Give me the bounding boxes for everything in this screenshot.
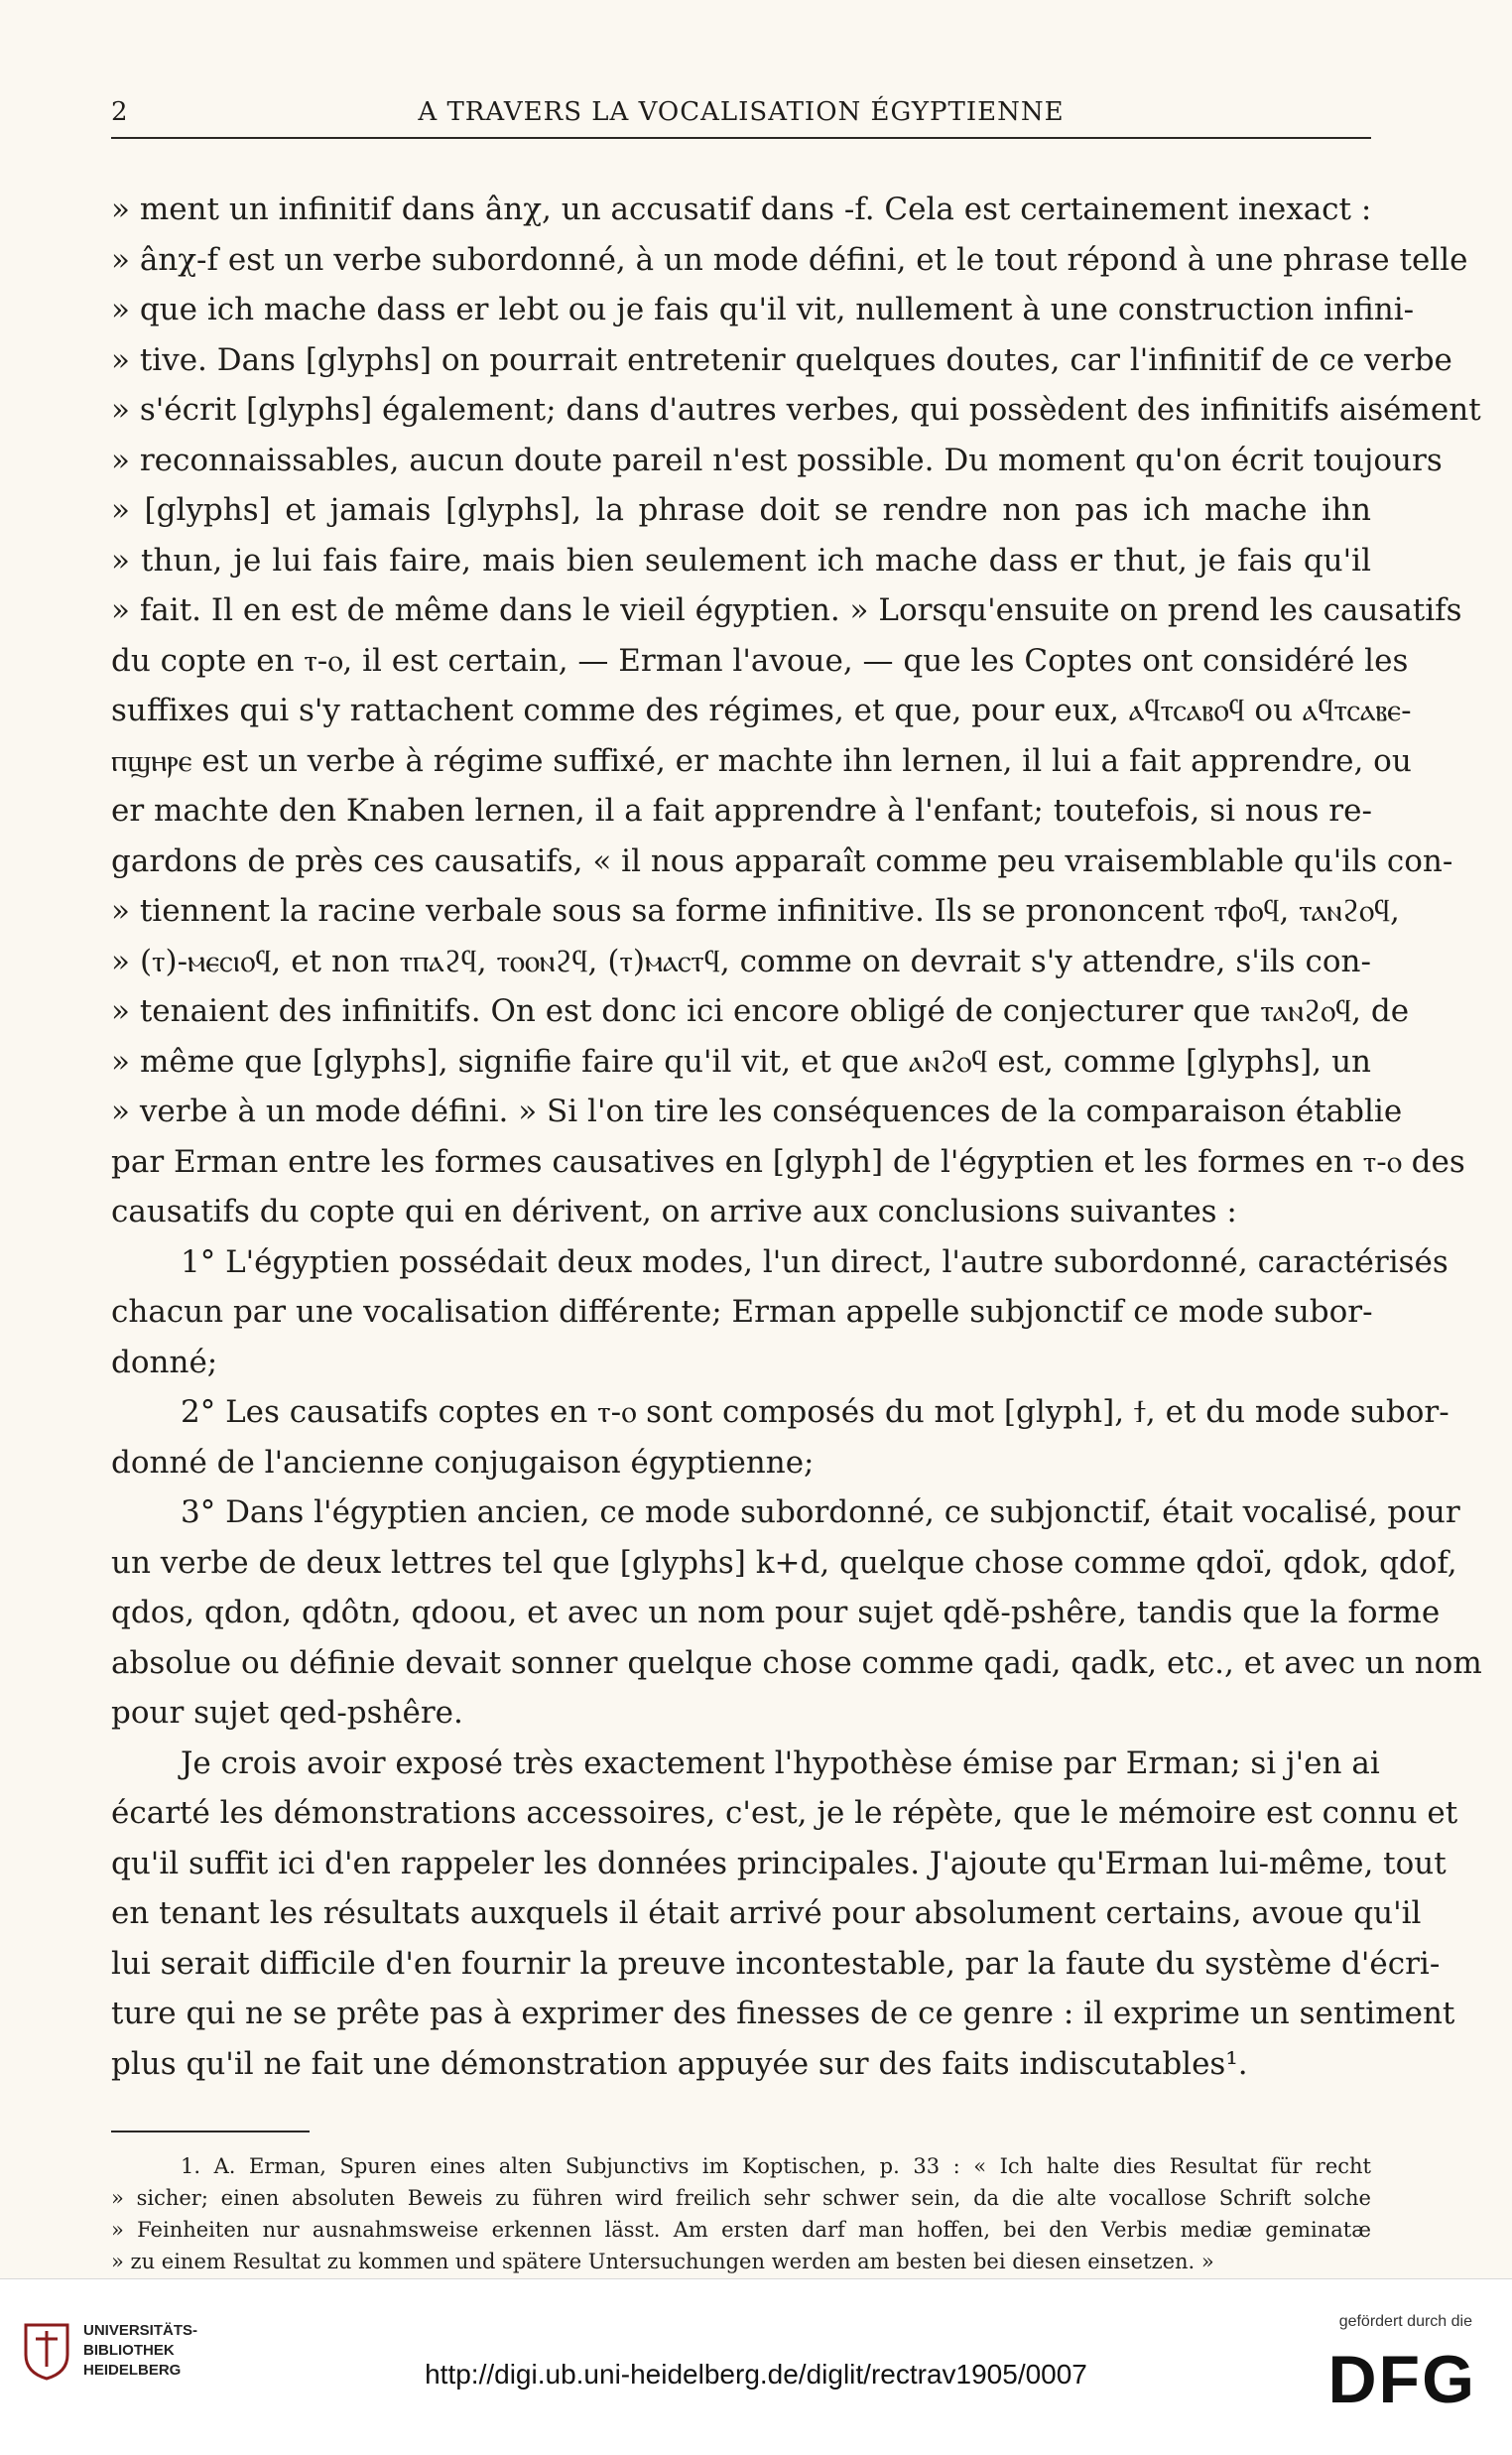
text-line: par Erman entre les formes causatives en [glyph] de l'égyptien et les formes en ⲧ-ⲟ des <box>111 1143 1465 1180</box>
text-line: lui serait difficile d'en fournir la preuve incontestable, par la faute du système d'écri- <box>111 1945 1441 1982</box>
institution-line: HEIDELBERG <box>83 2362 182 2379</box>
footnotes <box>111 2150 1371 2277</box>
text-line: absolue ou définie devait sonner quelque chose comme qadi, qadk, etc., et avec un nom <box>111 1644 1482 1681</box>
text-line: gardons de près ces causatifs, « il nous apparaît comme peu vraisemblable qu'ils con- <box>111 842 1453 879</box>
text-line: un verbe de deux lettres tel que [glyphs] k+d, quelque chose comme qdoï, qdok, qdof, <box>111 1544 1457 1581</box>
text-line: 2° Les causatifs coptes en ⲧ-ⲟ sont composés du mot [glyph], ϯ, et du mode subor- <box>181 1394 1449 1430</box>
page-header <box>111 89 1371 139</box>
running-head: A TRAVERS LA VOCALISATION ÉGYPTIENNE <box>418 97 1065 127</box>
text-line: » tenaient des infinitifs. On est donc ici encore obligé de conjecturer que ⲧⲁⲛϩⲟϥ, de <box>111 993 1410 1029</box>
dfg-logo: DFG <box>1327 2342 1476 2417</box>
text-line: » (ⲧ)-ⲙⲉⲥⲓⲟϥ, et non ⲧⲡⲁϩϥ, ⲧⲟⲟⲛϩϥ, (ⲧ)ⲙⲁⲥⲧϥ, comme on devrait s'y attendre, s'ils con- <box>111 943 1371 979</box>
permalink[interactable]: http://digi.ub.uni-heidelberg.de/diglit/rectrav1905/0007 <box>425 2359 1087 2390</box>
footnote-line: 1. A. Erman, Spuren eines alten Subjunctivs im Koptischen, p. 33 : « Ich halte dies Resultat für recht <box>181 2154 1371 2178</box>
text-line: » thun, je lui fais faire, mais bien seulement ich mache dass er thut, je fais qu'il <box>111 542 1371 579</box>
institution-line: BIBLIOTHEK <box>83 2342 175 2359</box>
text-line: en tenant les résultats auxquels il était arrivé pour absolument certains, avoue qu'il <box>111 1895 1422 1931</box>
text-line: écarté les démonstrations accessoires, c'est, je le répète, que le mémoire est connu et <box>111 1795 1458 1831</box>
text-line: » fait. Il en est de même dans le vieil égyptien. » Lorsqu'ensuite on prend les causatifs <box>111 592 1462 628</box>
text-line: qu'il suffit ici d'en rappeler les données principales. J'ajoute qu'Erman lui-même, tout <box>111 1845 1447 1881</box>
viewer-footer <box>0 2278 1512 2455</box>
text-line: » ânχ-f est un verbe subordonné, à un mode défini, et le tout répond à une phrase telle <box>111 241 1468 278</box>
text-line: qdos, qdon, qdôtn, qdoou, et avec un nom pour sujet qdĕ-pshêre, tandis que la forme <box>111 1595 1441 1630</box>
book-page <box>111 89 1482 2277</box>
institution-line: UNIVERSITÄTS- <box>83 2322 198 2339</box>
text-line: » tive. Dans [glyphs] on pourrait entretenir quelques doutes, car l'infinitif de ce verbe <box>111 341 1452 378</box>
text-line: » même que [glyphs], signifie faire qu'il vit, et que ⲁⲛϩⲟϥ est, comme [glyphs], un <box>111 1043 1371 1080</box>
body-text <box>111 185 1482 2089</box>
footnote-line: » zu einem Resultat zu kommen und spätere Untersuchungen werden am besten bei diesen einsetzen. » <box>111 2250 1214 2273</box>
text-line: plus qu'il ne fait une démonstration appuyée sur des faits indiscutables¹. <box>111 2045 1248 2082</box>
text-line: » tiennent la racine verbale sous sa forme infinitive. Ils se prononcent ⲧϕⲟϥ, ⲧⲁⲛϩⲟϥ, <box>111 893 1400 929</box>
text-line: » s'écrit [glyphs] également; dans d'autres verbes, qui possèdent des infinitifs aisément <box>111 392 1481 428</box>
footnote-line: » sicher; einen absoluten Beweis zu führen wird freilich sehr schwer sein, da die alte vocallose Schrift solche <box>111 2186 1371 2210</box>
text-line: causatifs du copte qui en dérivent, on arrive aux conclusions suivantes : <box>111 1194 1237 1229</box>
text-line: » [glyphs] et jamais [glyphs], la phrase doit se rendre non pas ich mache ihn <box>111 492 1371 528</box>
text-line: » que ich mache dass er lebt ou je fais qu'il vit, nullement à une construction infini- <box>111 292 1415 327</box>
text-line: suffixes qui s'y rattachent comme des régimes, et que, pour eux, ⲁϥⲧⲥⲁⲃⲟϥ ou ⲁϥⲧⲥⲁⲃⲉ- <box>111 693 1412 728</box>
footnote-rule <box>111 2131 310 2132</box>
text-line: » ment un infinitif dans ânχ, un accusatif dans -f. Cela est certainement inexact : <box>111 192 1372 227</box>
text-line: » verbe à un mode défini. » Si l'on tire les conséquences de la comparaison établie <box>111 1094 1403 1129</box>
footnote-line: » Feinheiten nur ausnahmsweise erkennen lässt. Am ersten darf man hoffen, bei den Verbis mediæ geminatæ <box>111 2218 1371 2242</box>
text-line: er machte den Knaben lernen, il a fait apprendre à l'enfant; toutefois, si nous re- <box>111 793 1372 829</box>
text-line: » reconnaissables, aucun doute pareil n'est possible. Du moment qu'on écrit toujours <box>111 442 1443 478</box>
text-line: du copte en ⲧ-ⲟ, il est certain, — Erman l'avoue, — que les Coptes ont considéré les <box>111 642 1409 679</box>
page-number: 2 <box>111 97 129 127</box>
text-line: ture qui ne se prête pas à exprimer des finesses de ce genre : il exprime un sentiment <box>111 1996 1455 2031</box>
text-line: 1° L'égyptien possédait deux modes, l'un direct, l'autre subordonné, caractérisés <box>181 1243 1449 1280</box>
text-line: 3° Dans l'égyptien ancien, ce mode subordonné, ce subjonctif, était vocalisé, pour <box>181 1494 1460 1530</box>
text-line: donné de l'ancienne conjugaison égyptienne; <box>111 1444 815 1481</box>
text-line: Je crois avoir exposé très exactement l'hypothèse émise par Erman; si j'en ai <box>181 1744 1380 1781</box>
text-line: ⲡϣⲏⲣⲉ est un verbe à régime suffixé, er machte ihn lernen, il lui a fait apprendre, ou <box>111 742 1412 779</box>
text-line: chacun par une vocalisation différente; Erman appelle subjonctif ce mode subor- <box>111 1294 1373 1330</box>
text-line: donné; <box>111 1344 218 1380</box>
funder-note: gefördert durch die <box>1338 2313 1472 2330</box>
text-line: pour sujet qed-pshêre. <box>111 1695 463 1731</box>
